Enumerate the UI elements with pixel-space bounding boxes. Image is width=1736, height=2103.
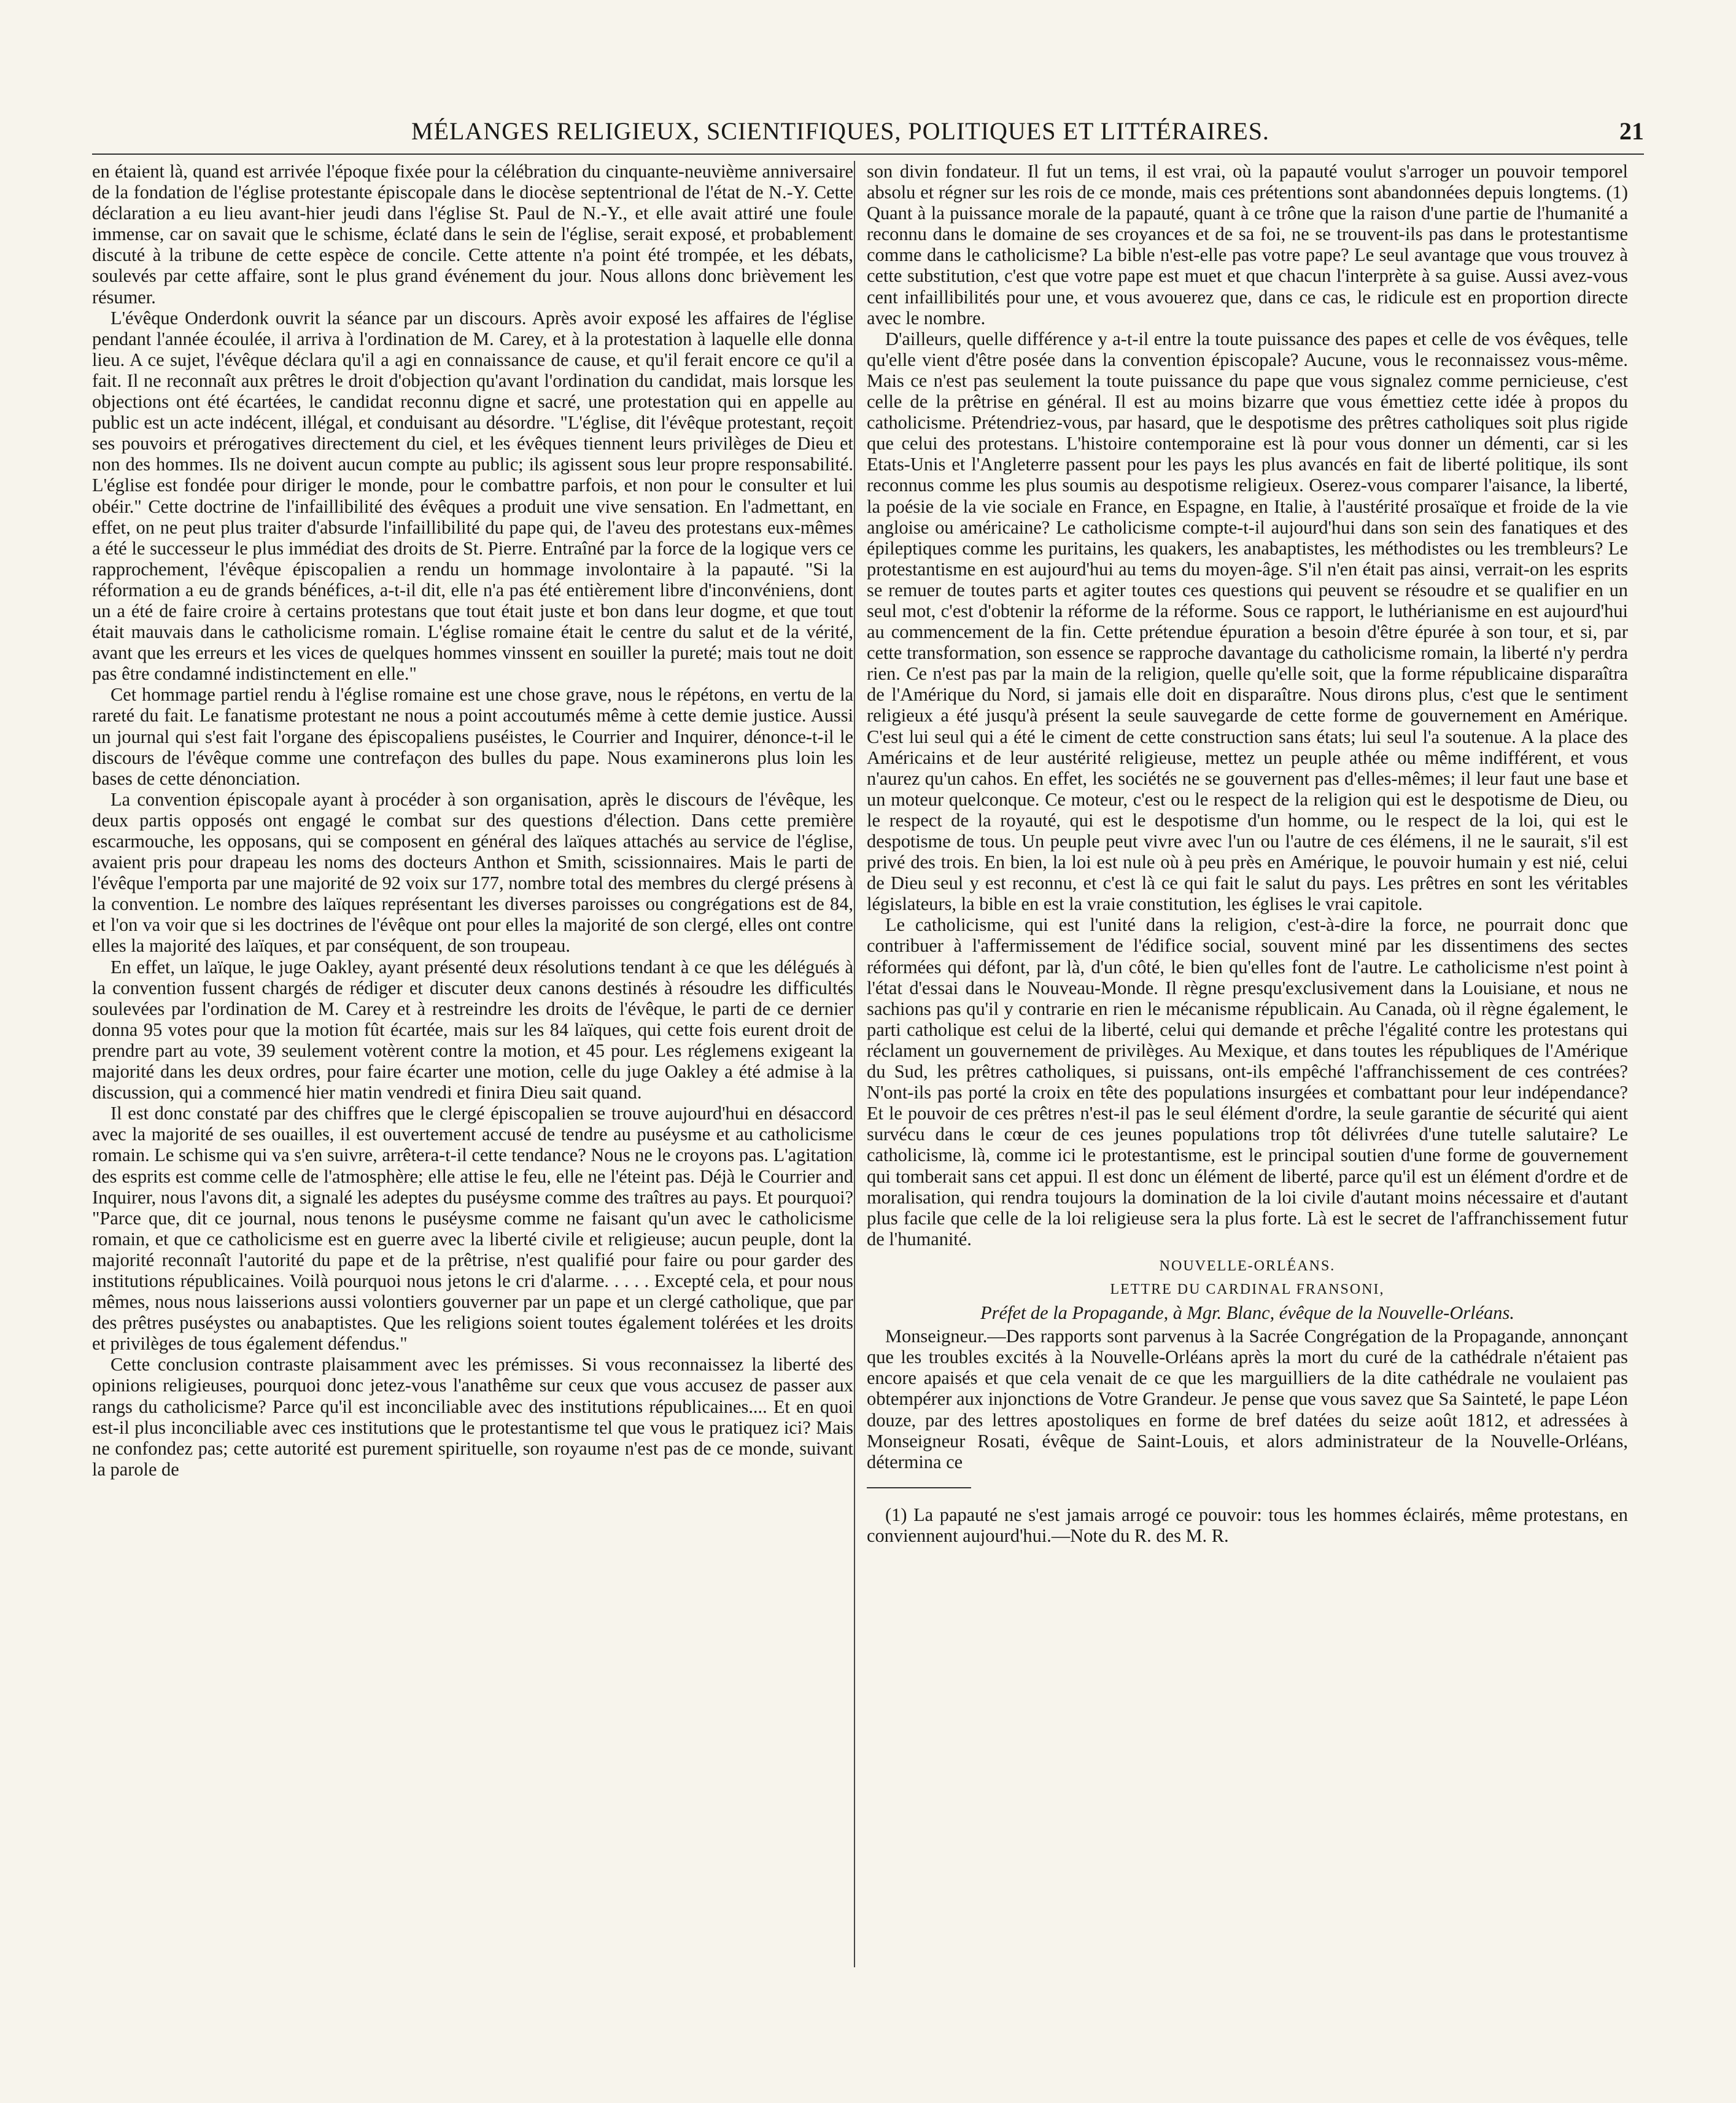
- paragraph: en étaient là, quand est arrivée l'époque fixée pour la célébration du cinquante-neuvième anniversaire de la fondation de l'église protestante épiscopale dans le diocèse septentrional de l'état de N.-Y. Cette déclaration a eu lieu avant-hier jeudi dans l'église St. Paul de N.-Y., et elle avait attiré une foule immense, car on savait que le schisme, éclaté dans le sein de l'église, serait exposé, et probablement discuté à la tribune de cette espèce de concile. Cette attente n'a point été trompée, et les débats, soulevés par cette affaire, sont le plus grand événement du jour. Nous allons donc brièvement les résumer.: [92, 161, 853, 308]
- paragraph: La convention épiscopale ayant à procéder à son organisation, après le discours de l'évêque, les deux partis opposés ont engagé le combat sur des questions d'élection. Dans cette première escarmouche, les opposans, qui se composent en général des laïques attachés au service de l'église, avaient pris pour drapeau les noms des docteurs Anthon et Smith, scissionnaires. Mais le parti de l'évêque l'emporta par une majorité de 92 voix sur 177, nombre total des membres du clergé présens à la convention. Le nombre des laïques représentant les diverses paroisses ou congrégations est de 84, et l'on va voir que si les doctrines de l'évêque ont pour elles la majorité de son clergé, elles ont contre elles la majorité des laïques, et par conséquent, de son troupeau.: [92, 788, 853, 957]
- letter-paragraph: Monseigneur.—Des rapports sont parvenus à la Sacrée Congrégation de la Propagande, annonçant que les troubles excités à la Nouvelle-Orléans après la mort du curé de la cathédrale n'étaient pas encore apaisés et que cela venait de ce que les marguilliers de la dite cathédrale ne voulaient pas obtempérer aux injonctions de Votre Grandeur. Je pense que vous savez que Sa Sainteté, le pape Léon douze, par des lettres apostoliques en forme de bref datées du seize août 1812, et adressées à Monseigneur Rosati, évêque de Saint-Louis, et alors administrateur de la Nouvelle-Orléans, détermina ce: [867, 1326, 1628, 1472]
- footnote-rule: [867, 1487, 971, 1488]
- paragraph: Il est donc constaté par des chiffres que le clergé épiscopalien se trouve aujourd'hui en désaccord avec la majorité de ses ouailles, il est ouvertement accusé de tendre au puséysme et au catholicisme romain. Le schisme qui va s'en suivre, arrêtera-t-il cette tendance? Nous ne le croyons pas. L'agitation des esprits est comme celle de l'atmosphère; elle attise le feu, elle ne l'éteint pas. Déjà le Courrier and Inquirer, nous l'avons dit, a signalé les adeptes du puséysme comme des traîtres au pays. Et pourquoi? "Parce que, dit ce journal, nous tenons le puséysme comme ne faisant qu'un avec le catholicisme romain, et que ce catholicisme est en guerre avec la liberté civile et religieuse; aucun peuple, dont la majorité reconnaît l'autorité du pape et de la prêtrise, n'est qualifié pour faire ou pour garder des institutions républicaines. Voilà pourquoi nous jetons le cri d'alarme. . . . . Excepté cela, et pour nous mêmes, nous nous laisserions aussi volontiers gouverner par un pape et un clergé catholique, que par des prêtres puséystes ou anabaptistes. Que les religions soient toutes également tolérées et les droits et privilèges de tous également défendus.": [92, 1103, 853, 1355]
- right-column: [867, 161, 1628, 1546]
- paragraph: son divin fondateur. Il fut un tems, il est vrai, où la papauté voulut s'arroger un pouvoir temporel absolu et régner sur les rois de ce monde, mais ces prétentions sont abandonnées depuis longtems. (1) Quant à la puissance morale de la papauté, quant à ce trône que la raison d'une partie de l'humanité a reconnu dans le domaine de ses croyances et de sa foi, ne se trouvent-ils pas dans le protestantisme comme dans le catholicisme? La bible n'est-elle pas votre pape? Le seul avantage que vous trouvez à cette substitution, c'est que votre pape est muet et que chacun l'interprète à sa guise. Aussi avez-vous cent infaillibilités pour une, et vous avouerez que, dans ce cas, le ridicule est en proportion directe avec le nombre.: [867, 161, 1628, 328]
- page-number: 21: [1619, 117, 1644, 145]
- paragraph: Cette conclusion contraste plaisamment avec les prémisses. Si vous reconnaissez la liberté des opinions religieuses, pourquoi donc jetez-vous l'anathême sur ceux que vous accusez de passer aux rangs du catholicisme? Parce qu'il est inconciliable avec des institutions républicaines.... Et en quoi est-il plus inconciliable avec ces institutions que le protestantisme tel que vous le pratiquez ici? Mais ne confondez pas; cette autorité est purement spirituelle, son royaume n'est pas de ce monde, suivant la parole de: [92, 1354, 853, 1480]
- footnote: (1) La papauté ne s'est jamais arrogé ce pouvoir: tous les hommes éclairés, même protestans, en conviennent aujourd'hui.—Note du R. des M. R.: [867, 1504, 1628, 1546]
- left-column: [92, 161, 853, 1480]
- paragraph: Cet hommage partiel rendu à l'église romaine est une chose grave, nous le répétons, en vertu de la rareté du fait. Le fanatisme protestant ne nous a point accoutumés même à cette demie justice. Aussi un journal qui s'est fait l'organe des épiscopaliens puséistes, le Courrier and Inquirer, dénonce-t-il le discours de l'évêque comme une contrefaçon des bulles du pape. Nous examinerons plus loin les bases de cette dénonciation.: [92, 684, 853, 789]
- paragraph: D'ailleurs, quelle différence y a-t-il entre la toute puissance des papes et celle de vos évêques, telle qu'elle vient d'être posée dans la convention épiscopale? Aucune, vous le reconnaissez vous-même. Mais ce n'est pas seulement la toute puissance du pape que vous signalez comme pernicieuse, c'est celle de la prêtrise en général. Il est au moins bizarre que vous émettiez cette idée à propos du catholicisme. Prétendriez-vous, par hasard, que le despotisme des prêtres catholiques soit plus rigide que celui des protestans. L'histoire contemporaine est là pour vous donner un démenti, car si les Etats-Unis et l'Angleterre passent pour les pays les plus avancés en fait de liberté politique, ils sont reconnus comme les plus soumis au despotisme religieux. Oserez-vous comparer l'aisance, la liberté, la poésie de la vie sociale en France, en Espagne, en Italie, à l'austérité prosaïque et froide de la vie angloise ou américaine? Le catholicisme compte-t-il aujourd'hui dans son sein des fanatiques et des épileptiques comme les puritains, les quakers, les anabaptistes, les méthodistes ou les trembleurs? Le protestantisme en est aujourd'hui au tems du moyen-âge. S'il n'en était pas ainsi, verrait-on les esprits se remuer de toutes parts et agiter toutes ces questions qui peuvent se résoudre et se qualifier en un seul mot, c'est d'obtenir la réforme de la réforme. Sous ce rapport, le luthérianisme en est aujourd'hui au commencement de la fin. Cette prétendue épuration a besoin d'être épurée à son tour, et si, par cette transformation, son essence se rapproche davantage du catholicisme romain, la liberté n'y perdra rien. Ce n'est pas par la main de la religion, quelle qu'elle soit, que la forme républicaine disparaîtra de l'Amérique du Nord, si jamais elle doit en disparaître. Nous dirons plus, c'est que le sentiment religieux a été jusqu'à présent la seule sauvegarde de cette forme de gouvernement en Amérique. C'est lui seul qui a été le ciment de cette construction sans états; lui seul l'a soutenue. A la place des Américains et de leur austérité religieuse, mettez un peuple athée ou même indifférent, et vous n'aurez qu'un cahos. En effet, les sociétés ne se gouvernent pas d'elles-mêmes; il leur faut une base et un moteur quelconque. Ce moteur, c'est ou le respect de la religion qui est le despotisme de Dieu, ou le respect de la royauté, qui est le despotisme d'un homme, ou le respect de la loi, qui est le despotisme de tous. Un peuple peut vivre avec l'un ou l'autre de ces élémens, il ne le saurait, s'il est privé des trois. En bien, la loi est nule où à peu près en Amérique, le pouvoir humain y est nié, celui de Dieu seul y est reconnu, et c'est là ce qui fait le salut du pays. Les prêtres en sont les véritables législateurs, la bible en est la vraie constitution, les églises le vrai capitole.: [867, 328, 1628, 915]
- letter-title: LETTRE DU CARDINAL FRANSONI,: [1110, 1281, 1385, 1297]
- section-heading: NOUVELLE-ORLÉANS.: [1159, 1258, 1336, 1274]
- paragraph: En effet, un laïque, le juge Oakley, ayant présenté deux résolutions tendant à ce que les délégués à la convention fussent chargés de rédiger et discuter deux canons destinés à résoudre les difficultés soulevées par l'ordination de M. Carey et à restreindre les droits de l'évêque, le parti de ce dernier donna 95 votes pour que la motion fût écartée, mais sur les 84 laïques, qui cette fois eurent droit de prendre part au vote, 39 seulement votèrent contre la motion, et 45 pour. Les réglemens exigeant la majorité dans les deux ordres, pour faire écarter une motion, celle du juge Oakley a été admise à la discussion, qui a commencé hier matin vendredi et finira Dieu sait quand.: [92, 956, 853, 1103]
- running-head: [92, 117, 1644, 155]
- running-title: MÉLANGES RELIGIEUX, SCIENTIFIQUES, POLITIQUES ET LITTÉRAIRES.: [411, 117, 1269, 145]
- letter-subtitle: Préfet de la Propagande, à Mgr. Blanc, évêque de la Nouvelle-Orléans.: [980, 1302, 1514, 1324]
- paragraph: Le catholicisme, qui est l'unité dans la religion, c'est-à-dire la force, ne pourrait donc que contribuer à l'affermissement de l'édifice social, souvent miné par les dissentimens des sectes réformées qui défont, par là, d'un côté, le bien qu'elles font de l'autre. Le catholicisme n'est point à l'état d'essai dans le Nouveau-Monde. Il règne presqu'exclusivement dans la Louisiane, et nous ne sachions pas qu'il y contrarie en rien le mécanisme républicain. Au Canada, où il règne également, le parti catholique est celui de la liberté, celui qui demande et prêche l'égalité contre les protestans qui réclament un gouvernement de privilèges. Au Mexique, et dans toutes les républiques de l'Amérique du Sud, les prêtres catholiques, si puissans, ont-ils empêché l'affranchissement de ces contrées? N'ont-ils pas porté la croix en tête des populations insurgées et combattant pour leur indépendance? Et le pouvoir de ces prêtres n'est-il pas le seul élément d'ordre, la seule garantie de sécurité qui aient survécu dans le cœur de ces jeunes populations trop tôt délivrées d'une tutelle salutaire? Le catholicisme, là, comme ici le protestantisme, est le principal soutien d'une forme de gouvernement qui tomberait sans cet appui. Il est donc un élément de liberté, parce qu'il est un élément d'ordre et de moralisation, qui rendra toujours la domination de la loi civile d'autant moins nécessaire et d'autant plus facile que celle de la loi religieuse sera la plus forte. Là est le secret de l'affranchissement futur de l'humanité.: [867, 914, 1628, 1250]
- paragraph: L'évêque Onderdonk ouvrit la séance par un discours. Après avoir exposé les affaires de l'église pendant l'année écoulée, il arriva à l'ordination de M. Carey, et à la protestation à laquelle elle donna lieu. A ce sujet, l'évêque déclara qu'il a agi en connaissance de cause, et qu'il ferait encore ce qu'il a fait. Il ne reconnaît aux prêtres le droit d'objection qu'avant l'ordination du candidat, mais lorsque les objections ont été écartées, le candidat reconnu digne et sacré, une protestation qui en appelle au public est un acte indécent, illégal, et conduisant au désordre. "L'église, dit l'évêque protestant, reçoit ses pouvoirs et prérogatives directement du ciel, et les évêques tiennent leurs privilèges de Dieu et non des hommes. Ils ne doivent aucun compte au public; ils agissent sous leur propre responsabilité. L'église est fondée pour diriger le monde, pour le combattre parfois, et non pour le consulter et lui obéir." Cette doctrine de l'infaillibilité des évêques a produit une vive sensation. En l'admettant, en effet, on ne peut plus traiter d'absurde l'infaillibilité du pape qui, de l'aveu des protestans eux-mêmes a été le successeur le plus immédiat des droits de St. Pierre. Entraîné par la force de la logique vers ce rapprochement, l'évêque épiscopalien a rendu un hommage involontaire à la papauté. "Si la réformation a eu de grands bénéfices, a-t-il dit, elle n'a pas été entièrement libre d'inconvéniens, dont un a été de faire croire à certains protestans que tout était juste et bon dans leur dogme, et que tout était mauvais dans le catholicisme romain. L'église romaine était le centre du salut et de la vérité, avant que les erreurs et les vices de quelques hommes vinssent en souiller la pureté; mais tout ne doit pas être condamné indistinctement en elle.": [92, 307, 853, 685]
- column-rule: [854, 161, 855, 1967]
